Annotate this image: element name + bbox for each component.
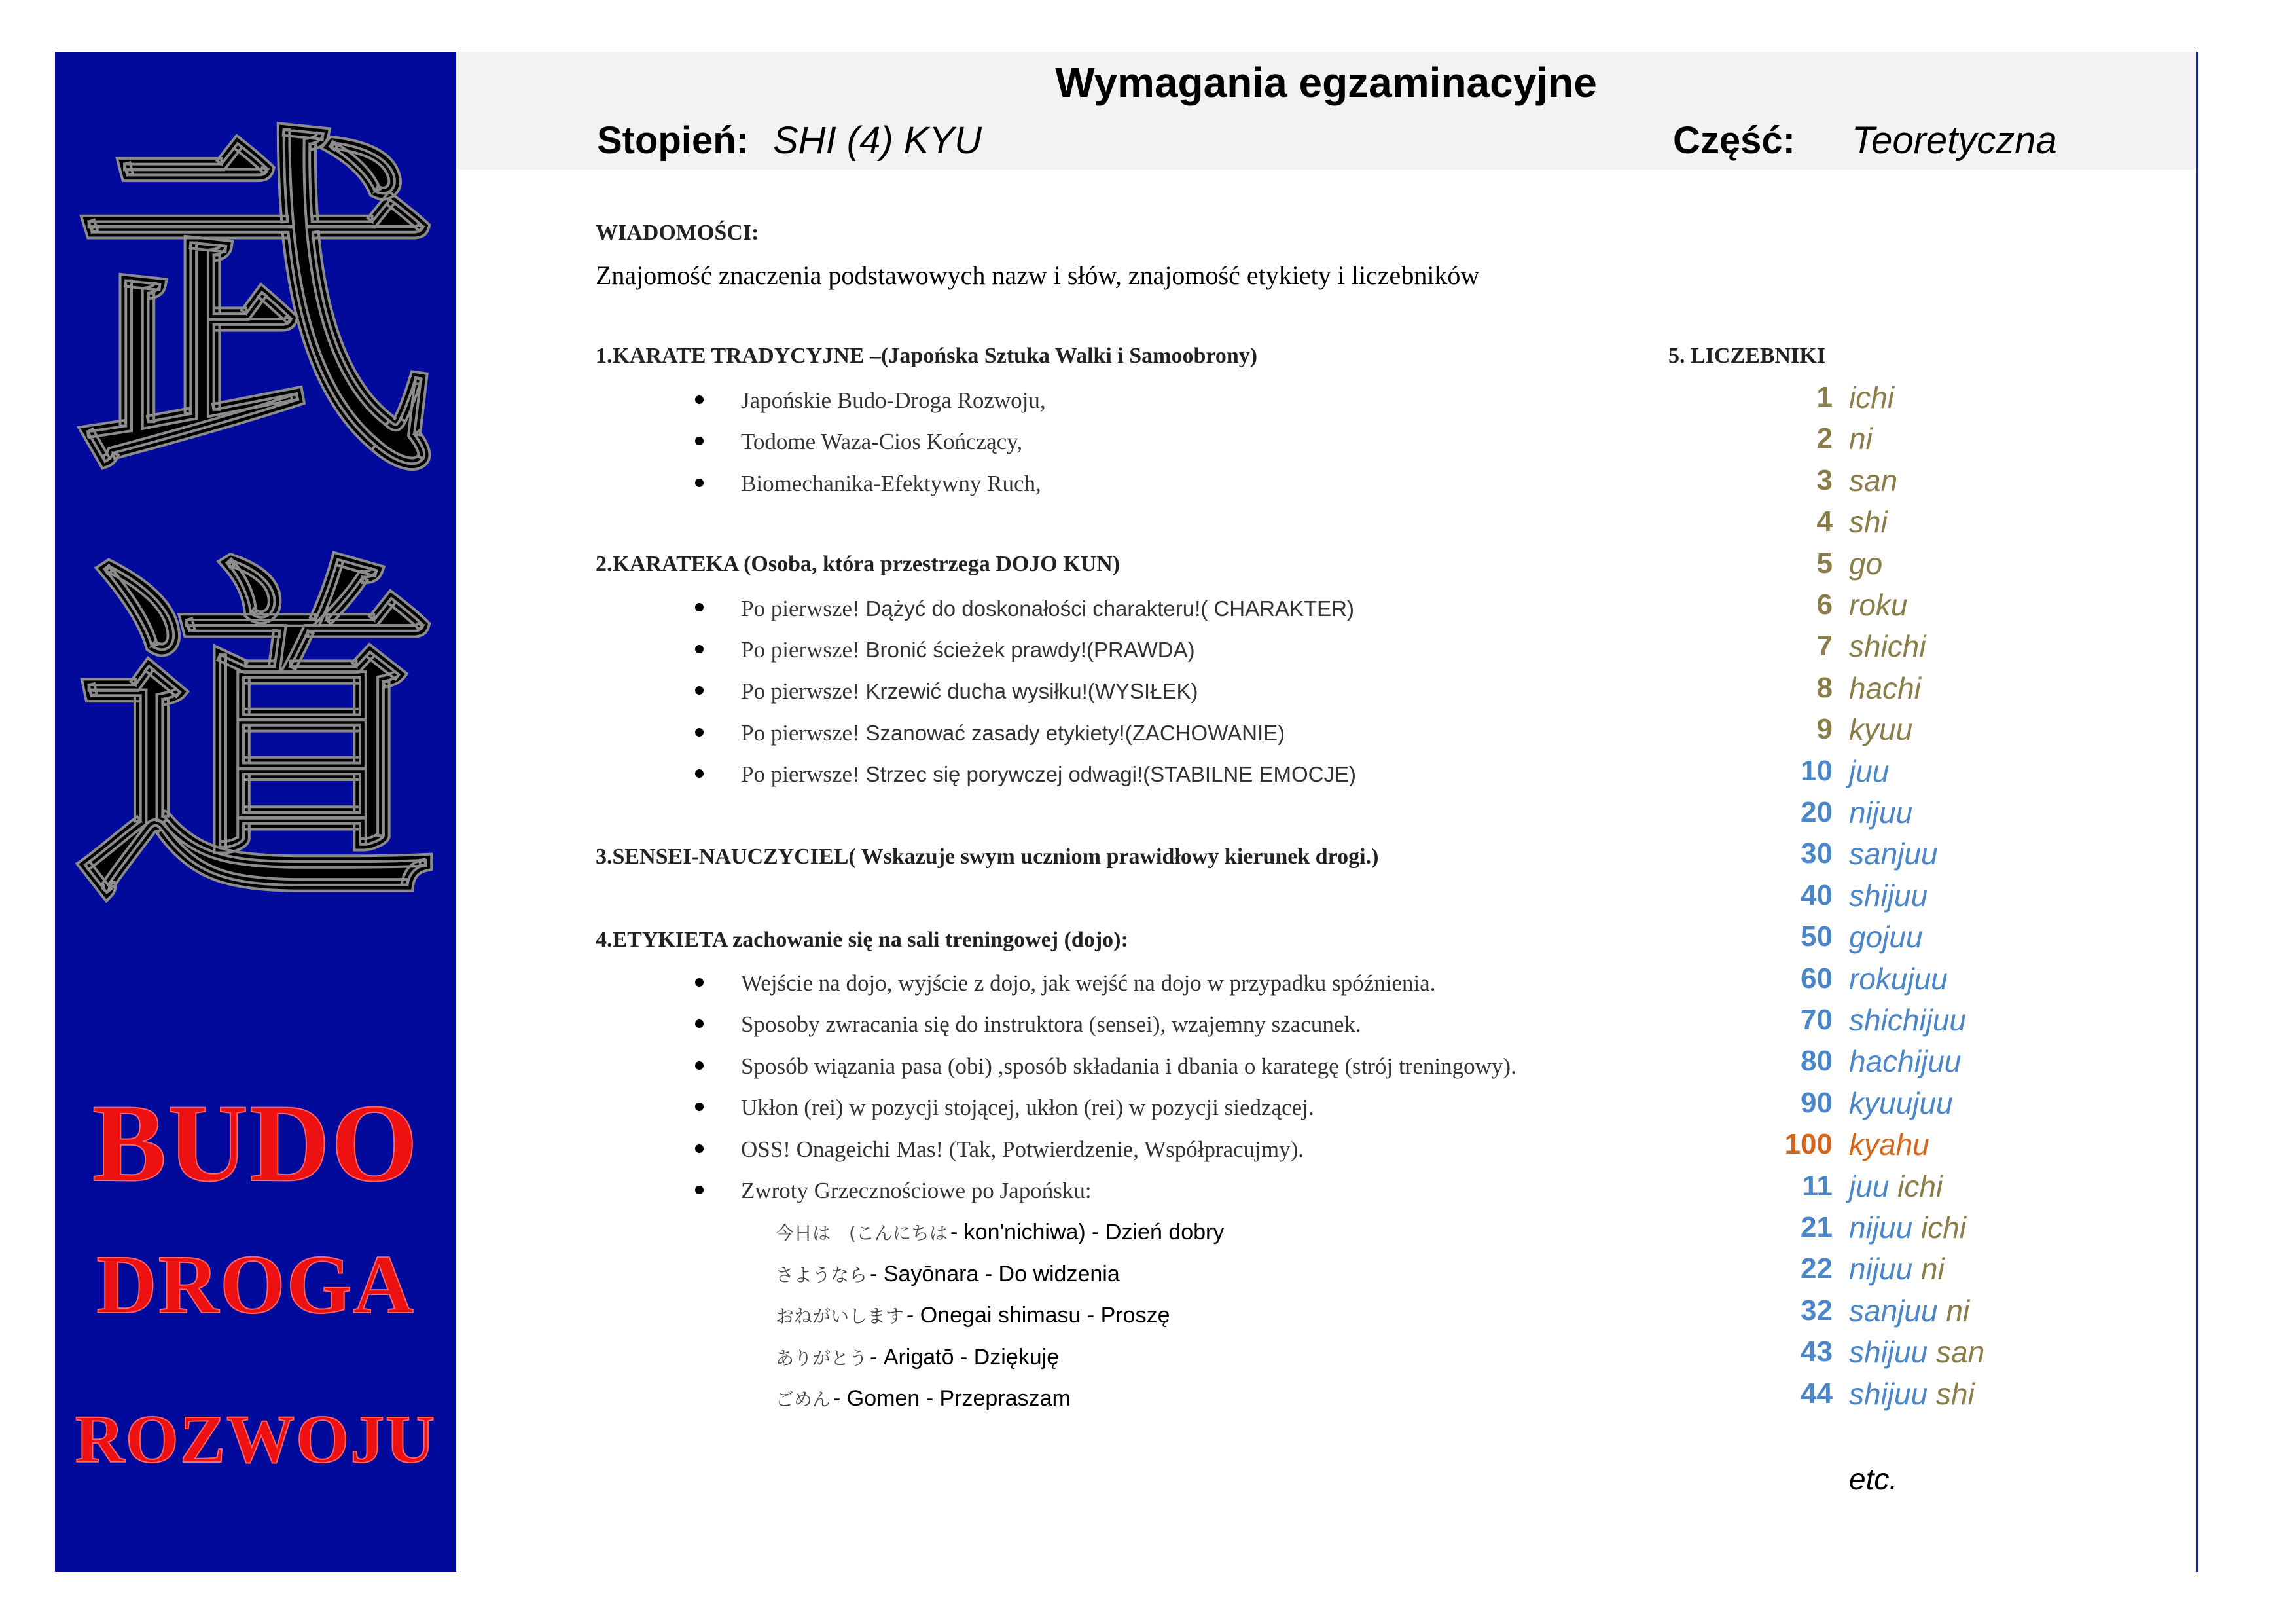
number-value: 80 [1801,1045,1833,1078]
item-prefix: Po pierwsze! [741,596,860,621]
number-word-main: san [1849,463,1898,498]
number-word-main: shijuu [1849,878,1928,913]
number-word [1849,1293,1969,1328]
list-item: Todome Waza-Cios Kończący, [741,429,1023,454]
intro-heading: WIADOMOŚCI: [596,221,759,245]
bullet [695,769,704,778]
number-word-unit: shi [1928,1376,1975,1411]
number-value: 8 [1816,671,1833,704]
bullet [695,1019,704,1028]
phrase-row [776,1385,1071,1412]
bullet [695,1186,704,1194]
list-item: Japońskie Budo-Droga Rozwoju, [741,388,1046,413]
number-word-main: shijuu [1849,1376,1928,1411]
phrase-row [776,1219,1224,1245]
bullet [695,1061,704,1070]
number-word [1849,1002,1966,1038]
bullet [695,479,704,487]
number-value: 32 [1801,1294,1833,1326]
section-5-heading: 5. LICZEBNIKI [1668,344,1825,368]
phrase-translation: - Sayōnara - Do widzenia [870,1262,1120,1286]
bullet [695,1103,704,1111]
list-item [741,637,1195,663]
number-value: 43 [1801,1336,1833,1368]
item-text: Bronić ścieżek prawdy!(PRAWDA) [865,638,1195,662]
number-word [1849,463,1897,498]
number-word-main: gojuu [1849,920,1923,955]
banner-word-budo: BUDO [92,1082,420,1205]
number-value: 90 [1801,1086,1833,1119]
number-word-main: shichijuu [1849,1003,1966,1037]
number-word-main: hachi [1849,670,1921,705]
number-word [1849,380,1894,415]
number-value: 10 [1801,754,1833,787]
phrase-translation: - Gomen - Przepraszam [833,1386,1071,1411]
list-item [741,596,1354,622]
section-1-heading: 1.KARATE TRADYCYJNE –(Japońska Sztuka Walki i Samoobrony) [596,344,1258,368]
number-word [1849,961,1948,996]
number-word-unit: ni [1937,1293,1970,1328]
number-word-main: go [1849,546,1883,581]
banner-word-droga: DROGA [96,1238,415,1331]
phrase-translation: - Onegai shimasu - Proszę [906,1303,1170,1328]
bullet [695,395,704,404]
number-value: 60 [1801,962,1833,994]
number-word-main: shijuu [1849,1335,1928,1370]
number-value: 5 [1816,547,1833,579]
banner-word-rozwoju: ROZWOJU [75,1402,437,1477]
item-text: Szanować zasady etykiety!(ZACHOWANIE) [865,721,1285,745]
number-value: 22 [1801,1252,1833,1285]
number-value: 2 [1816,422,1833,455]
number-word-main: sanjuu [1849,837,1938,871]
number-word-main: nijuu [1849,1211,1913,1245]
number-word [1849,1127,1929,1162]
list-item [741,720,1285,746]
item-text: Krzewić ducha wysiłku!(WYSIŁEK) [865,679,1198,703]
number-value: 30 [1801,837,1833,870]
phrase-row [776,1302,1170,1328]
list-item [741,761,1356,788]
number-word-unit: ni [1912,1252,1945,1286]
part-value: Teoretyczna [1852,119,2057,162]
left-banner [55,52,456,1572]
number-word [1849,878,1928,913]
level-label: Stopień: [597,119,749,162]
kanji-do: 道 [72,524,439,955]
number-word-main: nijuu [1849,795,1913,830]
number-word-main: juu [1849,754,1890,788]
phrase-japanese: 今日は (こんにちは [776,1222,948,1244]
number-value: 9 [1816,713,1833,746]
intro-text: Znajomość znaczenia podstawowych nazw i słów, znajomość etykiety i liczebników [596,261,1480,290]
bullet [695,645,704,653]
number-word [1849,919,1923,955]
number-word [1849,1044,1961,1079]
number-word [1849,1334,1984,1370]
list-item: Biomechanika-Efektywny Ruch, [741,471,1041,496]
number-value: 7 [1816,630,1833,663]
number-word-unit: ichi [1889,1169,1943,1203]
right-border [2196,52,2198,1572]
number-value: 3 [1816,464,1833,496]
number-value: 50 [1801,921,1833,953]
section-4-heading: 4.ETYKIETA zachowanie się na sali treningowej (dojo): [596,928,1128,952]
section-2-heading: 2.KARATEKA (Osoba, która przestrzega DOJO KUN) [596,552,1121,576]
number-word [1849,1169,1943,1204]
number-word [1849,836,1938,871]
list-item: Sposoby zwracania się do instruktora (sensei), wzajemny szacunek. [741,1012,1361,1037]
page-title: Wymagania egzaminacyjne [1055,59,1597,106]
list-item: Sposób wiązania pasa (obi) ,sposób składania i dbania o karategę (strój treningowy). [741,1053,1516,1079]
number-value: 1 [1816,381,1833,413]
number-value: 40 [1801,879,1833,911]
number-word-main: kyahu [1849,1127,1929,1162]
list-item: Wejście na dojo, wyjście z dojo, jak wejść na dojo w przypadku spóźnienia. [741,970,1436,996]
phrase-japanese: さようなら [776,1264,868,1286]
bullet [695,686,704,695]
number-value: 100 [1784,1128,1833,1161]
header [456,52,2196,170]
number-word [1849,712,1912,747]
bullet [695,437,704,445]
number-word [1849,629,1926,664]
number-value: 20 [1801,796,1833,828]
number-value: 70 [1801,1004,1833,1036]
number-word [1849,795,1912,830]
list-item [741,678,1198,704]
number-value: 11 [1802,1169,1833,1202]
item-prefix: Po pierwsze! [741,678,860,704]
bullet [695,1144,704,1153]
number-word-unit: ichi [1912,1211,1967,1245]
number-word-main: ni [1849,422,1873,456]
number-word-main: shi [1849,505,1888,539]
number-word-main: kyuujuu [1849,1085,1953,1120]
number-word-main: nijuu [1849,1252,1913,1286]
number-word-main: ichi [1849,380,1895,414]
phrase-row [776,1344,1059,1370]
number-word-main: shichi [1849,629,1926,664]
number-value: 4 [1816,505,1833,538]
bullet [695,728,704,737]
phrase-translation: - kon'nichiwa) - Dzień dobry [950,1220,1225,1245]
number-word-main: sanjuu [1849,1293,1938,1328]
number-word-unit: san [1928,1335,1985,1370]
number-word [1849,1085,1953,1121]
list-item: OSS! Onageichi Mas! (Tak, Potwierdzenie, Współpracujmy). [741,1137,1304,1162]
number-word-main: kyuu [1849,712,1913,747]
number-word [1849,1376,1975,1412]
phrase-japanese: ごめん [776,1389,831,1410]
number-value: 6 [1816,589,1833,621]
number-word-main: roku [1849,588,1908,622]
phrase-translation: - Arigatō - Dziękuję [870,1345,1060,1370]
number-word-main: juu [1849,1169,1890,1203]
number-word-main: rokujuu [1849,961,1948,996]
number-value: 44 [1801,1377,1833,1410]
item-text: Strzec się porywczej odwagi!(STABILNE EMOCJE) [865,762,1356,786]
section-3-heading: 3.SENSEI-NAUCZYCIEL( Wskazuje swym uczniom prawidłowy kierunek drogi.) [596,845,1379,869]
phrase-japanese: ありがとう [776,1347,868,1369]
item-prefix: Po pierwsze! [741,761,860,787]
number-word [1849,1210,1966,1245]
list-item: Ukłon (rei) w pozycji stojącej, ukłon (rei) w pozycji siedzącej. [741,1095,1314,1120]
number-word [1849,670,1921,706]
bullet [695,603,704,611]
number-word [1849,421,1873,456]
level-value: SHI (4) KYU [773,119,982,162]
kanji-bu: 武 [72,92,439,522]
phrase-japanese: おねがいします [776,1305,905,1327]
number-word [1849,754,1889,789]
list-item: Zwroty Grzecznościowe po Japońsku: [741,1178,1092,1203]
number-word [1849,587,1907,623]
part-label: Część: [1673,119,1795,162]
number-word [1849,1251,1945,1286]
item-prefix: Po pierwsze! [741,637,860,663]
numbers-etc: etc. [1849,1462,1898,1496]
phrase-row [776,1261,1120,1287]
item-prefix: Po pierwsze! [741,720,860,746]
number-word [1849,504,1888,539]
bullet [695,978,704,987]
item-text: Dążyć do doskonałości charakteru!( CHARAKTER) [865,596,1354,621]
number-word [1849,546,1882,581]
number-value: 21 [1801,1211,1833,1243]
number-word-main: hachijuu [1849,1044,1962,1079]
